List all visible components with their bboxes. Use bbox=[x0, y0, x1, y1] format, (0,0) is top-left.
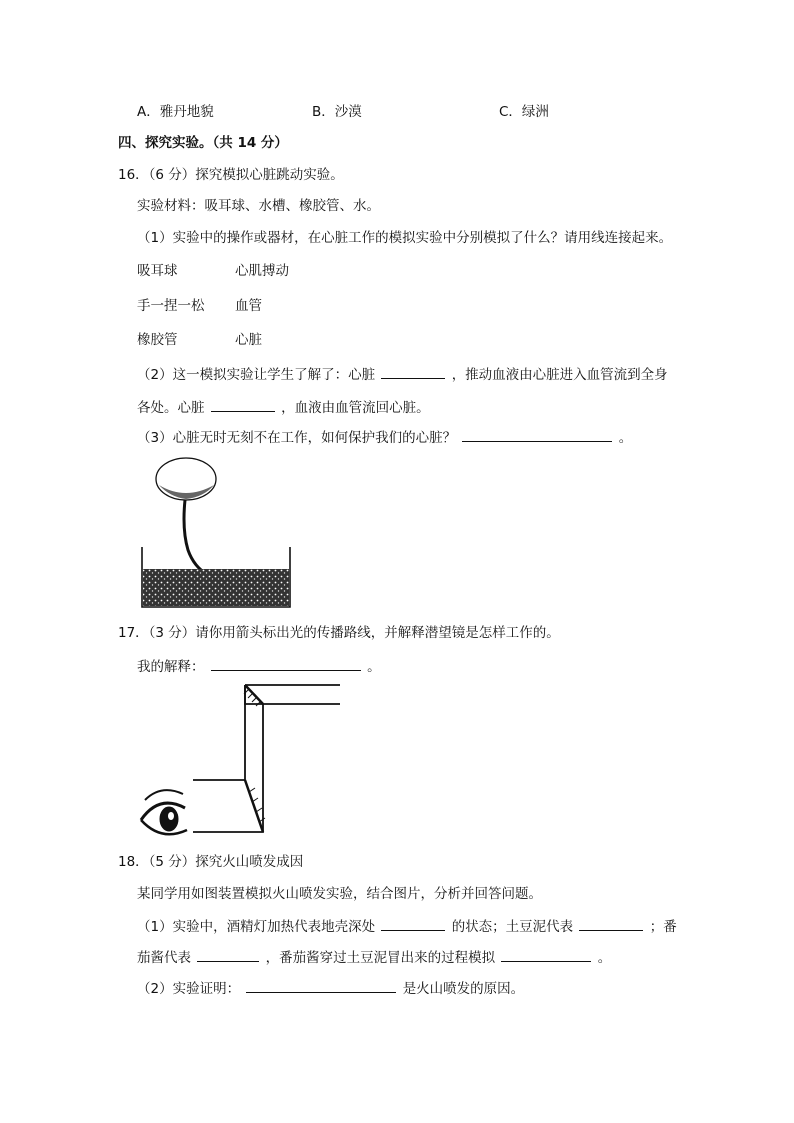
q18-sub1-text: ；番 bbox=[649, 919, 677, 935]
option-b: B．沙漠 bbox=[312, 104, 362, 120]
rubber-tube bbox=[184, 500, 208, 575]
q16-sub2-line2 bbox=[137, 398, 430, 417]
match-left-item: 吸耳球 bbox=[137, 263, 178, 279]
answer-blank[interactable] bbox=[501, 948, 591, 962]
match-right-item: 心脏 bbox=[235, 332, 262, 348]
answer-blank[interactable] bbox=[211, 398, 275, 412]
water bbox=[143, 569, 289, 606]
bottom-mirror bbox=[245, 780, 263, 832]
q18-sub2 bbox=[137, 979, 524, 998]
q16-sub2-text: 各处。心脏 bbox=[137, 400, 205, 416]
answer-blank[interactable] bbox=[579, 917, 643, 931]
q18-sub2-text: （2）实验证明： bbox=[137, 981, 241, 997]
periscope-outer-wall bbox=[193, 685, 245, 780]
q18-sub1-line1 bbox=[137, 917, 677, 936]
answer-blank[interactable] bbox=[462, 428, 612, 442]
eye-icon bbox=[141, 790, 187, 834]
answer-blank[interactable] bbox=[381, 917, 445, 931]
answer-blank[interactable] bbox=[381, 365, 445, 379]
q18-sub1-line2 bbox=[137, 948, 611, 967]
q16-sub3-text: 。 bbox=[618, 430, 633, 446]
q16-sub3 bbox=[137, 428, 632, 447]
match-left-item: 橡胶管 bbox=[137, 332, 178, 348]
periscope-inner-wall bbox=[193, 704, 263, 832]
heart-simulation-figure bbox=[130, 455, 305, 613]
q18-sub2-text: 是火山喷发的原因。 bbox=[402, 981, 525, 997]
option-a: A．雅丹地貌 bbox=[137, 104, 214, 120]
answer-blank[interactable] bbox=[197, 948, 259, 962]
q16-sub2-line1 bbox=[137, 365, 668, 384]
q18-stem: 18．（5 分）探究火山喷发成因 bbox=[118, 854, 304, 870]
section-title: 四、探究实验。（共 14 分） bbox=[118, 135, 288, 151]
q16-sub3-text: （3）心脏无时无刻不在工作，如何保护我们的心脏？ bbox=[137, 430, 457, 446]
q17-stem: 17．（3 分）请你用箭头标出光的传播路线，并解释潜望镜是怎样工作的。 bbox=[118, 625, 560, 641]
periscope-figure bbox=[135, 682, 340, 842]
q17-explain-label: 我的解释： bbox=[137, 659, 205, 675]
match-right-item: 血管 bbox=[235, 298, 262, 314]
q17-explain bbox=[137, 657, 381, 676]
answer-blank[interactable] bbox=[246, 979, 396, 993]
q16-sub2-text: ，推动血液由心脏进入血管流到全身 bbox=[451, 367, 668, 383]
q18-sub1-text: （1）实验中，酒精灯加热代表地壳深处 bbox=[137, 919, 376, 935]
match-right-item: 心肌搏动 bbox=[235, 263, 289, 279]
q16-sub2-text: （2）这一模拟实验让学生了解了：心脏 bbox=[137, 367, 376, 383]
option-c: C．绿洲 bbox=[499, 104, 549, 120]
q18-sub1-text: ，番茄酱穿过土豆泥冒出来的过程模拟 bbox=[265, 950, 496, 966]
q17-explain-end: 。 bbox=[367, 659, 381, 675]
q18-sub1-text: 。 bbox=[597, 950, 612, 966]
q16-stem: 16．（6 分）探究模拟心脏跳动实验。 bbox=[118, 167, 344, 183]
match-left-item: 手一捏一松 bbox=[137, 298, 205, 314]
q16-materials: 实验材料：吸耳球、水槽、橡胶管、水。 bbox=[137, 198, 380, 214]
q18-sub1-text: 的状态；土豆泥代表 bbox=[451, 919, 574, 935]
q18-intro: 某同学用如图装置模拟火山喷发实验，结合图片，分析并回答问题。 bbox=[137, 886, 542, 902]
q18-sub1-text: 茄酱代表 bbox=[137, 950, 191, 966]
answer-blank[interactable] bbox=[211, 657, 361, 671]
q16-sub1: （1）实验中的操作或器材，在心脏工作的模拟实验中分别模拟了什么？请用线连接起来。 bbox=[137, 230, 673, 246]
q16-sub2-text: ，血液由血管流回心脏。 bbox=[281, 400, 430, 416]
